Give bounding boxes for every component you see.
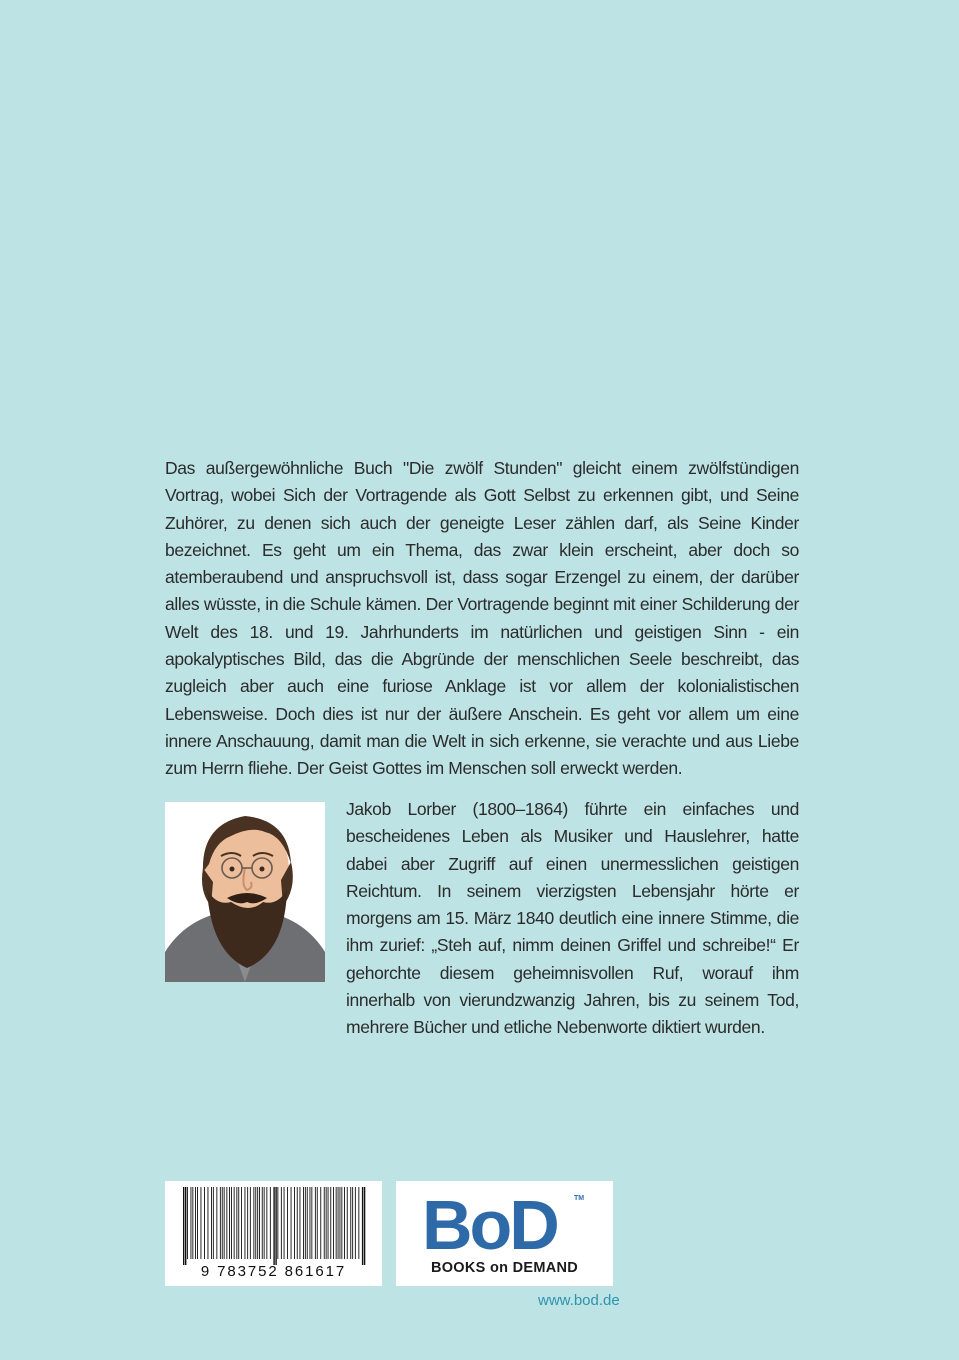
barcode-bar [222,1187,223,1259]
barcode-bar [287,1187,288,1259]
barcode-bar [355,1187,356,1259]
bod-wordmark: BoD [422,1186,557,1264]
barcode-bar [341,1187,342,1259]
barcode-bar [358,1187,359,1259]
barcode-bar [255,1187,256,1259]
publisher-tagline: BOOKS on DEMAND [430,1260,579,1276]
barcode-bar [277,1187,278,1259]
barcode-bar [291,1187,292,1259]
barcode-bar [305,1187,306,1259]
barcode-bar [338,1187,339,1259]
barcode-bar [340,1187,341,1259]
barcode-bar [262,1187,263,1259]
barcode-bar [241,1187,242,1259]
author-bio: Jakob Lorber (1800–1864) führte ein einfaches und bescheidenes Leben als Musiker und Hauslehrer, hatte dabei aber Zugriff auf einen unermesslichen geistigen Reichtum. In seinem vierzigsten Lebensjahr hörte er morgens am 15. März 1840 deutlich eine innere Stimme, die ihm zurief: „Steh auf, nimm deinen Griffel und schreibe!“ Er gehorchte diesem geheimnisvollen Ruf, worauf ihm innerhalb von vierundzwanzig Jahren, bis zu seinem Tod, mehrere Bücher und etliche Nebenworte diktiert wurden. [346,799,799,1038]
barcode-bar [364,1187,365,1265]
barcode-bar [195,1187,196,1259]
author-portrait [165,802,325,982]
barcode-bar [336,1187,337,1259]
barcode-bar [183,1187,184,1265]
barcode-bar [185,1187,186,1265]
barcode-bar [344,1187,345,1259]
barcode-bar [187,1187,188,1259]
barcode-bar [303,1187,304,1259]
barcode-bar [317,1187,318,1259]
barcode-bar [253,1187,254,1259]
barcode-bar [226,1187,227,1259]
barcode-bar [284,1187,285,1259]
barcode-bar [347,1187,348,1259]
barcode-bar [294,1187,295,1259]
barcode-bar [216,1187,217,1259]
barcode-bar [238,1187,239,1259]
barcode-bar [270,1187,271,1259]
barcode-bar [197,1187,198,1259]
barcode-bar [224,1187,225,1259]
barcode-bar [213,1187,214,1259]
barcode-bar [362,1187,363,1265]
barcode-bar [311,1187,312,1259]
barcode-bar [281,1187,282,1259]
isbn-digits: 9 783752 861617 [200,1263,347,1280]
barcode-bar [234,1187,235,1259]
barcode-bar [247,1187,248,1259]
trademark-mark: TM [574,1195,585,1202]
barcode-bar [310,1187,311,1259]
barcode-bar [307,1187,308,1259]
barcode-bar [245,1187,246,1259]
barcode-bar [352,1187,353,1259]
barcode-bar [320,1187,321,1259]
barcode-bar [315,1187,316,1259]
barcode-bar [191,1187,192,1259]
barcode-bar [300,1187,301,1259]
barcode-bar [266,1187,267,1259]
barcode-bar [297,1187,298,1259]
isbn-barcode [165,1181,382,1286]
barcode-bar [328,1187,329,1259]
barcode-bar [229,1187,230,1259]
barcode-bar [201,1187,202,1259]
barcode-bar [333,1187,334,1259]
barcode-bar [236,1187,237,1259]
barcode-bar [273,1187,274,1265]
barcode-bar [250,1187,251,1259]
barcode-bar [208,1187,209,1259]
barcode-bar [204,1187,205,1259]
barcode-bar [264,1187,265,1259]
barcode-bar [231,1187,232,1259]
publisher-url[interactable]: www.bod.de [538,1292,620,1309]
barcode-bar [220,1187,221,1259]
barcode-bar [324,1187,325,1259]
barcode-bar [211,1187,212,1259]
barcode-bar [330,1187,331,1259]
barcode-bar [192,1187,193,1259]
barcode-bar [350,1187,351,1259]
barcode-bar [257,1187,258,1259]
barcode-bar [275,1187,276,1265]
publisher-logo [396,1181,613,1286]
back-cover-blurb: Das außergewöhnliche Buch "Die zwölf Stunden" gleicht einem zwölfstündigen Vortrag, wobei Sich der Vortragende als Gott Selbst zu erkennen gibt, und Seine Zuhörer, zu denen sich auch der geneigte Leser zählen darf, als Seine Kinder bezeichnet. Es geht um ein Thema, das zwar klein erscheint, aber doch so atemberaubend und anspruchsvoll ist, dass sogar Erzengel zu einem, der darüber alles wüsste, in die Schule kämen. Der Vortragende beginnt mit einer Schilderung der Welt des 18. und 19. Jahrhunderts im natürlichen und geistigen Sinn - ein apokalyptisches Bild, das die Abgründe der menschlichen Seele beschreibt, das zugleich aber auch eine furiose Anklage ist vor allem der kolonialistischen Lebensweise. Doch dies ist nur der äußere Anschein. Es geht vor allem um eine innere Anschauung, damit man die Welt in sich erkenne, sie verachte und aus Liebe zum Herrn fliehe. Der Geist Gottes im Menschen soll erweckt werden. [165,458,799,779]
barcode-bar [326,1187,327,1259]
barcode-bar [259,1187,260,1259]
